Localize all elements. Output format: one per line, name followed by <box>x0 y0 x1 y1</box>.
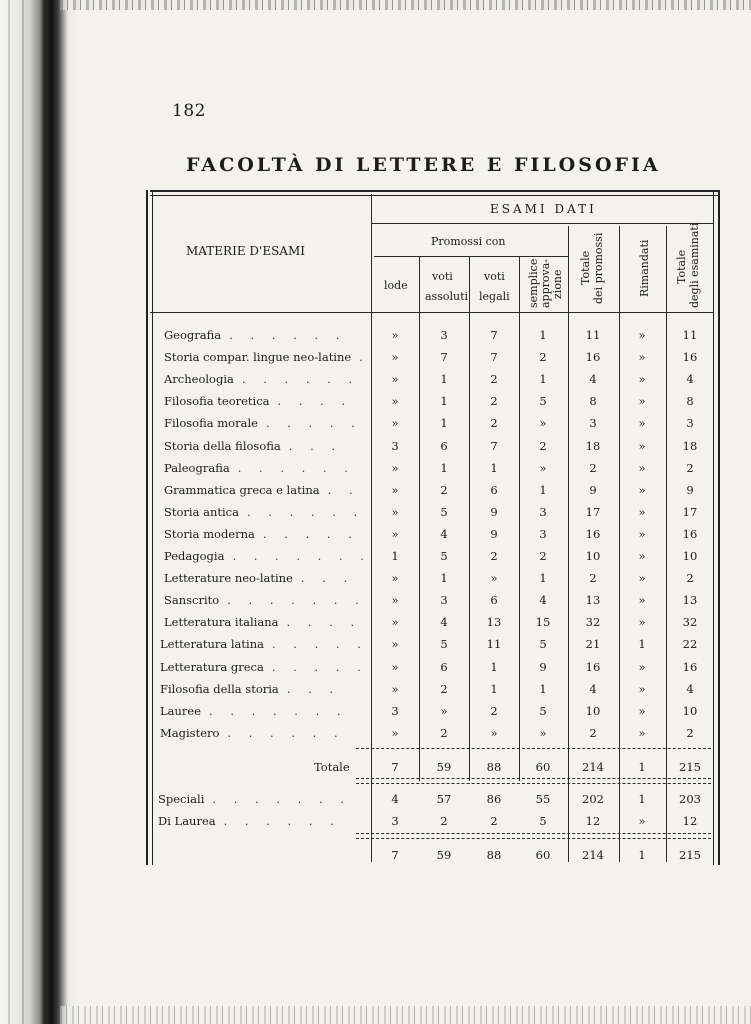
table-row <box>146 589 716 611</box>
subject-name: Sanscrito <box>164 593 220 608</box>
header-semplice-2: approva- <box>539 258 552 308</box>
table-row <box>146 722 716 744</box>
cell-value: 4 <box>440 526 448 541</box>
cell-value: » <box>391 416 399 431</box>
leader-dots: . . . . . . <box>246 504 365 519</box>
subject-name: Archeologia <box>164 372 234 387</box>
subject-name: Storia compar. lingue neo-latine <box>164 350 352 365</box>
cell-value: 3 <box>391 703 399 718</box>
cell-value: » <box>391 350 399 365</box>
header-semplice-3: zione <box>551 269 564 299</box>
cell-value: » <box>638 460 646 475</box>
cell-value: » <box>440 703 448 718</box>
cell-value: 3 <box>539 504 547 519</box>
cell-value: 3 <box>391 814 399 828</box>
header-totale-promossi-2: dei promossi <box>592 232 605 304</box>
subject-label <box>158 814 341 828</box>
header-promossi-con: Promossi con <box>431 235 506 248</box>
table-row <box>146 479 716 501</box>
leader-dots: . . . . . . <box>237 460 355 475</box>
cell-value: 7 <box>490 328 498 342</box>
header-lode: lode <box>384 279 408 292</box>
header-materie: MATERIE D'ESAMI <box>186 244 306 258</box>
cell-value: 203 <box>679 792 701 806</box>
cell-value: 5 <box>539 703 547 718</box>
cell-value: 7 <box>490 438 498 453</box>
page-top-edge <box>60 0 751 10</box>
cell-value: 1 <box>490 659 498 674</box>
cell-value: 7 <box>391 848 399 862</box>
leader-dots: . . . . . . <box>227 725 345 740</box>
cell-value: 6 <box>440 438 448 453</box>
totale-top-rule <box>356 748 711 749</box>
cell-value: 1 <box>391 549 399 563</box>
header-voti-assoluti-1: voti <box>432 270 453 283</box>
header-totale-esaminati <box>672 222 710 308</box>
grand-total-rule <box>356 833 711 839</box>
cell-value: » <box>638 549 646 563</box>
page-number: 182 <box>172 101 206 121</box>
cell-value: » <box>391 593 399 608</box>
table-row <box>146 700 716 722</box>
cell-value: » <box>391 328 399 342</box>
cell-value: 5 <box>440 504 448 519</box>
cell-value: 3 <box>539 526 547 541</box>
leader-dots: . . . . <box>286 615 362 630</box>
cell-value: 4 <box>440 615 448 630</box>
subject-name: Lauree <box>160 703 202 718</box>
subject-name: Pedagogia <box>164 549 225 563</box>
table-row <box>146 457 716 479</box>
cell-value: » <box>638 571 646 586</box>
cell-value: 6 <box>490 593 498 608</box>
subject-label <box>164 439 342 453</box>
leader-dots: . . . <box>300 571 355 586</box>
header-semplice <box>526 260 564 308</box>
leader-dots: . . . <box>286 681 341 696</box>
cell-value: » <box>638 526 646 541</box>
leader-dots: . . . . . . . <box>232 549 371 563</box>
subject-name: Storia della filosofia <box>164 438 281 453</box>
cell-value: 55 <box>535 792 551 806</box>
subject-label <box>160 682 340 696</box>
subject-label <box>164 615 361 629</box>
cell-value: 16 <box>682 526 698 541</box>
cell-value: 13 <box>486 615 502 630</box>
page-bottom-edge <box>60 1006 751 1024</box>
cell-value: 5 <box>539 394 547 409</box>
subject-label <box>160 637 368 651</box>
cell-value: » <box>638 394 646 409</box>
subject-name: Di Laurea <box>158 814 216 828</box>
subject-name: Letterature neo-latine <box>164 571 293 586</box>
subject-name: Letteratura greca <box>160 659 264 674</box>
cell-value: 4 <box>589 681 597 696</box>
cell-value: 9 <box>490 526 498 541</box>
cell-value: 2 <box>490 416 498 431</box>
cell-value: 12 <box>682 814 698 828</box>
cell-value: 1 <box>638 637 646 652</box>
cell-value: 1 <box>440 372 448 387</box>
header-esami-dati: ESAMI DATI <box>490 202 597 216</box>
summary-row <box>146 810 716 832</box>
cell-value: 3 <box>589 416 597 431</box>
table-row <box>146 545 716 567</box>
cell-value: 2 <box>490 814 498 828</box>
cell-value: 3 <box>391 438 399 453</box>
cell-value: 10 <box>585 703 601 718</box>
table-row <box>146 412 716 434</box>
cell-value: 60 <box>535 760 551 774</box>
subject-label <box>164 416 362 430</box>
cell-value: » <box>391 482 399 497</box>
leader-dots: . . . . <box>277 394 353 409</box>
table-row <box>146 633 716 655</box>
cell-value: 88 <box>486 760 502 774</box>
cell-value: » <box>391 394 399 409</box>
cell-value: » <box>391 504 399 519</box>
table-row <box>146 678 716 700</box>
cell-value: 2 <box>539 350 547 365</box>
cell-value: 2 <box>490 394 498 409</box>
cell-value: 3 <box>440 328 448 342</box>
cell-value: 9 <box>490 504 498 519</box>
cell-value: 11 <box>682 328 698 342</box>
subject-label <box>158 792 351 806</box>
subject-label <box>160 726 345 740</box>
header-voti-assoluti-2: assoluti <box>425 290 469 303</box>
cell-value: » <box>638 504 646 519</box>
subject-label <box>164 350 370 364</box>
cell-value: » <box>391 571 399 586</box>
cell-value: 12 <box>585 814 601 828</box>
cell-value: 202 <box>582 792 604 806</box>
cell-value: 1 <box>440 571 448 586</box>
cell-value: » <box>490 725 498 740</box>
summary-row <box>146 788 716 810</box>
header-totale-promossi-1: Totale <box>579 250 592 286</box>
cell-value: 1 <box>638 792 646 806</box>
cell-value: 1 <box>440 416 448 431</box>
cell-value: 1 <box>490 460 498 475</box>
subject-name: Storia antica <box>164 504 239 519</box>
cell-value: » <box>638 703 646 718</box>
cell-value: 18 <box>585 438 601 453</box>
cell-value: » <box>391 372 399 387</box>
cell-value: 2 <box>490 703 498 718</box>
table-row <box>146 368 716 390</box>
cell-value: » <box>638 438 646 453</box>
cell-value: 7 <box>490 350 498 365</box>
subject-name: Letteratura latina <box>160 637 264 652</box>
cell-value: 214 <box>582 760 604 774</box>
subject-label <box>164 549 371 563</box>
cell-value: 2 <box>490 372 498 387</box>
leader-dots: . . . . . . . <box>227 593 366 608</box>
cell-value: 16 <box>585 526 601 541</box>
subject-label <box>164 394 352 408</box>
cell-value: 15 <box>535 615 551 630</box>
table-frame-top <box>150 190 720 196</box>
cell-value: 8 <box>686 394 694 409</box>
book-spine <box>0 0 78 1024</box>
leader-dots: . . . . . . <box>229 328 347 342</box>
cell-value: 10 <box>682 549 698 563</box>
table-row <box>146 523 716 545</box>
subject-name: Filosofia teoretica <box>164 394 270 409</box>
header-semplice-1: semplice <box>527 258 540 308</box>
cell-value: 21 <box>585 637 601 652</box>
cell-value: 2 <box>589 571 597 586</box>
cell-value: 60 <box>535 848 551 862</box>
cell-value: 22 <box>682 637 698 652</box>
leader-dots: . . <box>327 482 360 497</box>
totale-bottom-rule <box>356 778 711 784</box>
cell-value: 6 <box>440 659 448 674</box>
table-row <box>146 324 716 346</box>
cell-value: 1 <box>539 372 547 387</box>
cell-value: 4 <box>686 681 694 696</box>
subject-name: Speciali <box>158 792 205 806</box>
header-totale-promossi <box>576 230 612 306</box>
leader-dots: . . . . . . . <box>212 792 351 806</box>
cell-value: 6 <box>490 482 498 497</box>
cell-value: 1 <box>638 848 646 862</box>
leader-dots: . . . . . . <box>241 372 360 387</box>
header-rimandati-text: Rimandati <box>638 239 651 297</box>
header-bottom-line <box>150 312 713 313</box>
cell-value: 9 <box>539 659 547 674</box>
header-rimandati <box>631 230 659 306</box>
cell-value: » <box>638 659 646 674</box>
cell-value: 215 <box>679 848 701 862</box>
table-row <box>146 435 716 457</box>
cell-value: 11 <box>585 328 601 342</box>
cell-value: 2 <box>440 725 448 740</box>
cell-value: 17 <box>682 504 698 519</box>
leader-dots: . . . . . . <box>223 814 341 828</box>
cell-value: 1 <box>539 681 547 696</box>
cell-value: 7 <box>391 760 399 774</box>
cell-value: 86 <box>486 792 502 806</box>
cell-value: 13 <box>682 593 698 608</box>
subject-name: Geografia <box>164 328 222 342</box>
cell-value: 9 <box>589 482 597 497</box>
cell-value: 17 <box>585 504 601 519</box>
cell-value: » <box>490 571 498 586</box>
cell-value: 5 <box>539 814 547 828</box>
cell-value: » <box>638 416 646 431</box>
spine-edge <box>22 0 24 1024</box>
header-divider <box>374 256 568 257</box>
subject-label <box>164 483 360 497</box>
cell-value: 2 <box>490 549 498 563</box>
cell-value: 1 <box>638 760 646 774</box>
cell-value: » <box>539 416 547 431</box>
cell-value: » <box>638 482 646 497</box>
cell-value: » <box>638 372 646 387</box>
table-row <box>146 501 716 523</box>
cell-value: 2 <box>539 438 547 453</box>
page-title: FACOLTÀ DI LETTERE E FILOSOFIA <box>186 154 661 176</box>
leader-dots: . . . <box>288 438 343 453</box>
cell-value: 16 <box>585 659 601 674</box>
cell-value: » <box>638 350 646 365</box>
table-row <box>146 567 716 589</box>
cell-value: » <box>391 681 399 696</box>
header-totale-esaminati-2: degli esaminati <box>688 222 701 308</box>
cell-value: 1 <box>539 328 547 342</box>
cell-value: 2 <box>686 460 694 475</box>
leader-dots: . . . . . <box>271 637 368 652</box>
cell-value: 13 <box>585 593 601 608</box>
cell-value: » <box>391 460 399 475</box>
header-totale-esaminati-1: Totale <box>675 249 688 285</box>
cell-value: » <box>539 460 547 475</box>
cell-value: 7 <box>440 350 448 365</box>
cell-value: 1 <box>539 482 547 497</box>
subject-label <box>164 571 354 585</box>
table-row <box>146 656 716 678</box>
cell-value: 32 <box>682 615 698 630</box>
cell-value: 16 <box>682 659 698 674</box>
subject-name: Paleografia <box>164 460 230 475</box>
cell-value: 5 <box>440 549 448 563</box>
cell-value: 1 <box>440 460 448 475</box>
cell-value: 1 <box>539 571 547 586</box>
cell-value: » <box>638 681 646 696</box>
cell-value: 2 <box>539 549 547 563</box>
totale-label: Totale <box>314 760 350 774</box>
subject-name: Letteratura italiana <box>164 615 279 630</box>
cell-value: 59 <box>436 760 452 774</box>
subject-label <box>160 704 348 718</box>
subject-name: Filosofia morale <box>164 416 258 431</box>
subject-label <box>164 328 346 342</box>
cell-value: 18 <box>682 438 698 453</box>
subject-label <box>164 505 364 519</box>
cell-value: 2 <box>440 681 448 696</box>
cell-value: 10 <box>682 703 698 718</box>
cell-value: » <box>638 593 646 608</box>
leader-dots: . <box>359 350 370 365</box>
subject-label <box>160 660 368 674</box>
table-row <box>146 390 716 412</box>
table-row <box>146 611 716 633</box>
subject-label <box>164 527 359 541</box>
leader-dots: . . . . . <box>262 526 359 541</box>
cell-value: 11 <box>486 637 502 652</box>
cell-value: » <box>391 615 399 630</box>
cell-value: 3 <box>686 416 694 431</box>
cell-value: » <box>391 659 399 674</box>
cell-value: 4 <box>391 792 399 806</box>
subject-label <box>164 593 366 607</box>
cell-value: » <box>391 637 399 652</box>
cell-value: 16 <box>682 350 698 365</box>
cell-value: » <box>391 725 399 740</box>
cell-value: 2 <box>589 460 597 475</box>
cell-value: 2 <box>440 814 448 828</box>
leader-dots: . . . . . <box>265 416 362 431</box>
header-voti-legali-1: voti <box>484 270 505 283</box>
cell-value: 4 <box>539 593 547 608</box>
cell-value: 8 <box>589 394 597 409</box>
cell-value: 16 <box>585 350 601 365</box>
spine-edge <box>8 0 10 1024</box>
subject-name: Grammatica greca e latina <box>164 482 320 497</box>
cell-value: » <box>638 328 646 342</box>
cell-value: 9 <box>686 482 694 497</box>
cell-value: 5 <box>539 637 547 652</box>
table-row <box>146 346 716 368</box>
cell-value: » <box>638 814 646 828</box>
header-divider <box>371 223 713 224</box>
cell-value: 88 <box>486 848 502 862</box>
cell-value: 2 <box>440 482 448 497</box>
cell-value: » <box>638 615 646 630</box>
subject-label <box>164 461 355 475</box>
exam-table <box>146 190 716 865</box>
cell-value: 214 <box>582 848 604 862</box>
cell-value: 2 <box>589 725 597 740</box>
cell-value: 2 <box>686 725 694 740</box>
leader-dots: . . . . . . . <box>209 703 348 718</box>
subject-label <box>164 372 359 386</box>
subject-name: Storia moderna <box>164 526 255 541</box>
cell-value: 215 <box>679 760 701 774</box>
cell-value: 2 <box>686 571 694 586</box>
cell-value: 57 <box>436 792 452 806</box>
cell-value: 1 <box>440 394 448 409</box>
cell-value: 5 <box>440 637 448 652</box>
grand-total-row <box>146 844 716 866</box>
totale-row <box>146 756 716 778</box>
cell-value: » <box>638 725 646 740</box>
subject-name: Magistero <box>160 725 220 740</box>
header-voti-legali-2: legali <box>479 290 510 303</box>
cell-value: 4 <box>589 372 597 387</box>
leader-dots: . . . . . <box>271 659 368 674</box>
cell-value: » <box>391 526 399 541</box>
cell-value: 4 <box>686 372 694 387</box>
cell-value: 59 <box>436 848 452 862</box>
cell-value: 3 <box>440 593 448 608</box>
subject-name: Filosofia della storia <box>160 681 279 696</box>
cell-value: » <box>539 725 547 740</box>
cell-value: 10 <box>585 549 601 563</box>
cell-value: 1 <box>490 681 498 696</box>
cell-value: 32 <box>585 615 601 630</box>
